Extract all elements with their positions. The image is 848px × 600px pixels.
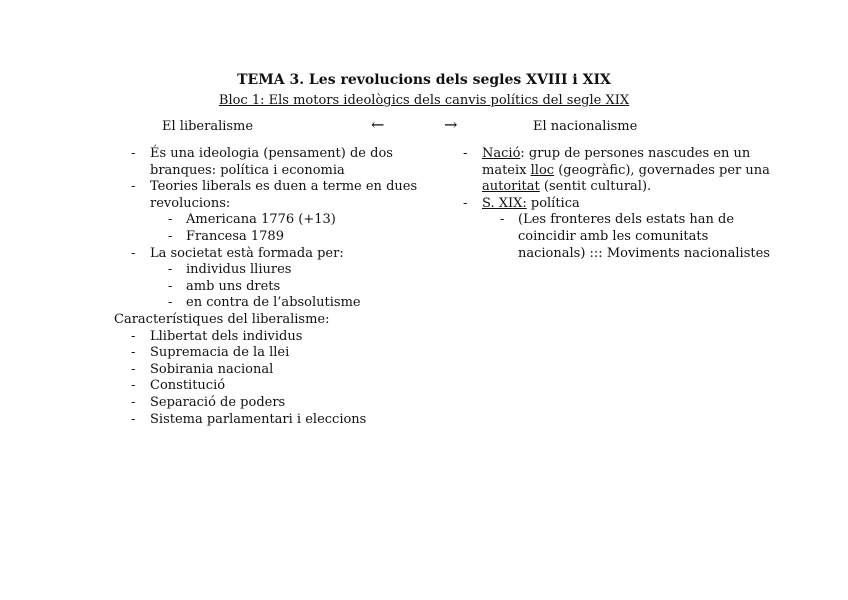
characteristic-item [114, 395, 444, 412]
characteristic-text: Sistema parlamentari i eleccions [150, 411, 367, 427]
nacio-text: (sentit cultural). [539, 179, 652, 195]
nacio-term: Nació [482, 146, 521, 161]
bullet-dash: - [168, 262, 173, 278]
sub-list-item [446, 212, 786, 229]
bullet-dash: - [168, 295, 173, 311]
characteristic-item [114, 362, 444, 379]
list-item-text: Teories liberals es duen a terme en dues [150, 179, 418, 195]
characteristic-item [114, 378, 444, 395]
bullet-dash: - [463, 146, 468, 161]
page-subtitle: Bloc 1: Els motors ideològics dels canvis polítics del segle XIX [218, 93, 630, 108]
bullet-dash: - [131, 361, 136, 377]
characteristic-text: Sobirania nacional [150, 361, 274, 377]
sub-list-item-text: amb uns drets [186, 278, 281, 294]
list-item [114, 179, 444, 196]
characteristic-item [114, 412, 444, 429]
sub-list-item [114, 262, 444, 279]
bullet-dash: - [168, 212, 173, 228]
lloc-term: lloc [530, 162, 555, 178]
sub-list-item [114, 295, 444, 312]
list-item-sxix [446, 196, 786, 213]
bullet-dash: - [131, 378, 136, 394]
left-arrow-icon: ← [371, 115, 385, 134]
sxix-term: S. XIX: [482, 195, 527, 211]
list-item-continuation [446, 179, 786, 196]
bullet-dash: - [131, 179, 136, 195]
nacio-text: : grup de persones nascudes en un [520, 146, 751, 161]
sub-list-item-text: Americana 1776 (+13) [186, 212, 336, 228]
bullet-dash: - [168, 228, 173, 244]
characteristic-text: Separació de poders [150, 394, 286, 410]
list-item-text: revolucions: [150, 195, 231, 211]
characteristic-text: Constitució [150, 378, 226, 394]
sub-list-item-continuation [446, 229, 786, 246]
right-arrow-icon: → [444, 115, 458, 134]
list-item [114, 146, 444, 163]
page-title: TEMA 3. Les revolucions dels segles XVIII i XIX [237, 72, 611, 88]
bullet-dash: - [131, 394, 136, 410]
sxix-text: política [526, 195, 580, 211]
list-item [114, 246, 444, 263]
sub-list-item-text: nacionals) ::: Moviments nacionalistes [518, 245, 770, 261]
list-item-nacio [446, 146, 786, 163]
bullet-dash: - [131, 245, 136, 261]
sub-list-item-text: en contra de l’absolutisme [186, 295, 361, 311]
characteristic-text: Llibertat dels individus [150, 328, 303, 344]
characteristic-text: Supremacia de la llei [150, 345, 290, 361]
liberalism-heading: El liberalisme [162, 119, 254, 134]
bullet-dash: - [131, 411, 136, 427]
list-item-text: És una ideologia (pensament) de dos [150, 146, 393, 161]
bullet-dash: - [500, 212, 505, 228]
nationalism-heading: El nacionalisme [533, 119, 638, 134]
sub-list-item-text: Francesa 1789 [186, 228, 284, 244]
autoritat-term: autoritat [482, 179, 540, 195]
list-item-text: La societat està formada per: [150, 245, 344, 261]
nacio-text: mateix [482, 162, 531, 178]
bullet-dash: - [463, 195, 468, 211]
bullet-dash: - [131, 345, 136, 361]
list-item-continuation [114, 196, 444, 213]
list-item-text: branques: política i economia [150, 162, 345, 178]
sub-list-item-text: (Les fronteres dels estats han de [518, 212, 735, 228]
nacio-text: (geogràfic), governades per una [554, 162, 770, 178]
bullet-dash: - [168, 278, 173, 294]
sub-list-item [114, 212, 444, 229]
list-item-continuation [114, 163, 444, 180]
bullet-dash: - [131, 146, 136, 161]
sub-list-item-text: coincidir amb les comunitats [518, 228, 709, 244]
sub-list-item [114, 229, 444, 246]
characteristics-heading: Característiques del liberalisme: [114, 311, 330, 327]
liberalism-column [114, 146, 444, 428]
nationalism-column [446, 146, 786, 262]
sub-list-item [114, 279, 444, 296]
sub-list-item-text: individus lliures [186, 262, 292, 278]
characteristic-item [114, 329, 444, 346]
bullet-dash: - [131, 328, 136, 344]
characteristic-item [114, 345, 444, 362]
sub-list-item-continuation [446, 246, 786, 263]
list-item-continuation [446, 163, 786, 180]
